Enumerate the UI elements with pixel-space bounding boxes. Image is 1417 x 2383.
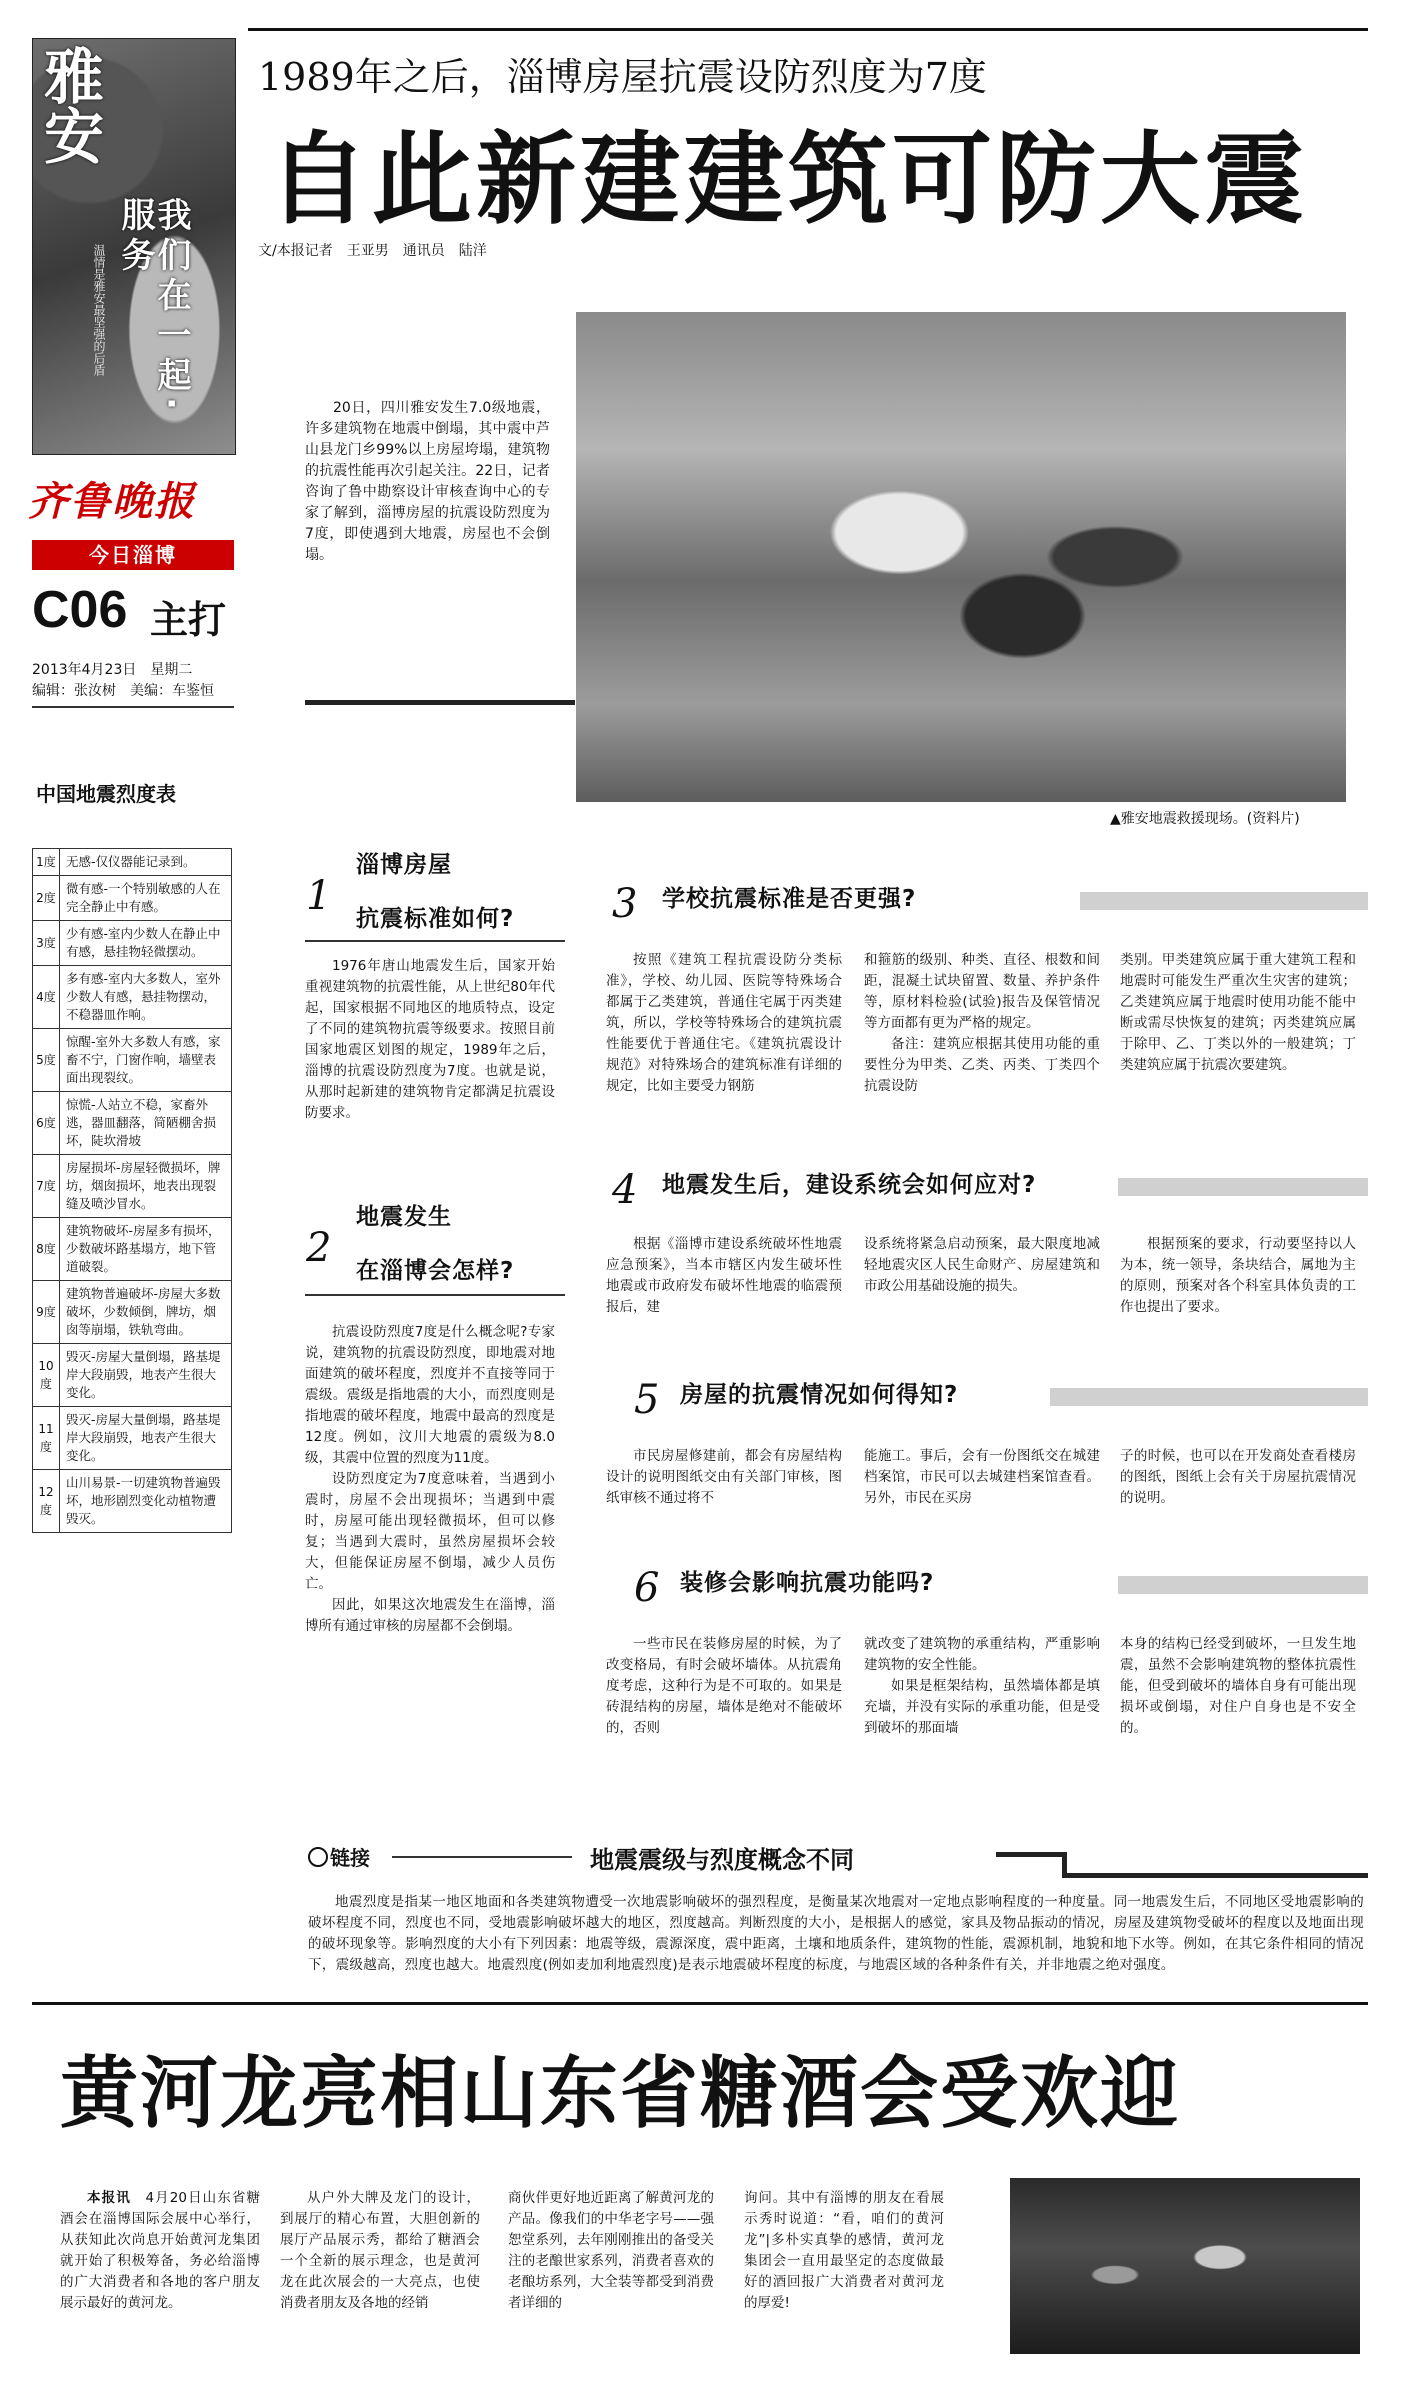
q3-number: 3 [612, 881, 638, 927]
headline-title: 自此新建建筑可防大震 [268, 121, 1308, 238]
q2-rule [305, 1294, 565, 1296]
q3-col1 [606, 950, 842, 1097]
logo-big-text: 雅安 [34, 45, 104, 165]
q4-col1-text: 根据《淄博市建设系统破坏性地震应急预案》，当本市辖区内发生破坏性地震或市政府发布破坏性地震的临震预报后，建 [606, 1236, 842, 1315]
paper-name: 齐鲁晚报 [28, 478, 196, 525]
q3-col3 [1120, 950, 1356, 1076]
q5-col3 [1120, 1446, 1356, 1509]
link-rule-right-a [996, 1852, 1066, 1857]
page-code: C06 [32, 581, 128, 639]
intensity-description: 毁灭-房屋大量倒塌，路基堤岸大段崩毁，地表产生很大变化。 [60, 1407, 232, 1470]
intensity-description: 惊醒-室外大多数人有感，家畜不宁，门窗作响，墙壁表面出现裂纹。 [60, 1029, 232, 1092]
date: 2013年4月23日 [32, 662, 137, 678]
intensity-row [33, 1407, 232, 1470]
intensity-row [33, 1470, 232, 1533]
intensity-description: 毁灭-房屋大量倒塌，路基堤岸大段崩毁，地表产生很大变化。 [60, 1344, 232, 1407]
q3-col2-text-a: 和箍筋的级别、种类、直径、根数和间距，混凝土试块留置、数量、养护条件等，原材料检验(试验)报告及保管情况等方面都有更为严格的规定。 [864, 952, 1100, 1031]
q4-col3-text: 根据预案的要求，行动要坚持以人为本，统一领导，条块结合，属地为主的原则，预案对各个科室具体负责的工作也提出了要求。 [1120, 1236, 1356, 1315]
intensity-description: 微有感-一个特别敏感的人在完全静止中有感。 [60, 876, 232, 921]
q2-paragraph-3: 因此，如果这次地震发生在淄博，淄博所有通过审核的房屋都不会倒塌。 [305, 1597, 555, 1634]
intensity-table [32, 848, 232, 1533]
q6-col3-text: 本身的结构已经受到破坏，一旦发生地震，虽然不会影响建筑物的整体抗震性能，但受到破坏的墙体自身有可能出现损坏或倒塌，对住户自身也是不安全的。 [1120, 1636, 1356, 1736]
q5-title: 房屋的抗震情况如何得知? [680, 1382, 959, 1408]
ad-col1-paragraph [60, 2188, 260, 2314]
q6-col1-text: 一些市民在装修房屋的时候，为了改变格局，有时会破坏墙体。从抗震角度考虑，这种行为是不可取的。如果是砖混结构的房屋，墙体是绝对不能破坏的，否则 [606, 1636, 842, 1736]
intensity-level: 6度 [33, 1092, 60, 1155]
q2-paragraph-1: 抗震设防烈度7度是什么概念呢?专家说，建筑物的抗震设防烈度，即地震对地面建筑的破坏程度，烈度并不直接等同于震级。震级是指地震的大小，而烈度则是指地震的破坏程度，地震中最高的烈度是12度。例如，汶川大地震的震级为8.0级，其震中位置的烈度为11度。 [305, 1324, 555, 1466]
q6-col2-text-b: 如果是框架结构，虽然墙体都是填充墙，并没有实际的承重功能，但是受到破坏的那面墙 [864, 1678, 1100, 1736]
intensity-row [33, 921, 232, 966]
intensity-description: 山川易景-一切建筑物普遍毁坏，地形剧烈变化动植物遭毁灭。 [60, 1470, 232, 1533]
lead-paragraph: 20日，四川雅安发生7.0级地震，许多建筑物在地震中倒塌，其中震中芦山县龙门乡99%以上房屋垮塌，建筑物的抗震性能再次引起关注。22日，记者咨询了鲁中勘察设计审核查询中心的专家了解到，淄博房屋的抗震设防烈度为7度，即使遇到大地震，房屋也不会倒塌。 [305, 400, 550, 563]
q6-gray-bar [1118, 1576, 1368, 1594]
link-body: 地震烈度是指某一地区地面和各类建筑物遭受一次地震影响破坏的强烈程度，是衡量某次地震对一定地点影响程度的一种度量。同一地震发生后，不同地区受地震影响的破坏程度不同，烈度也不同，受地震影响破坏越大的地区，烈度越高。判断烈度的大小，是根据人的感觉，家具及物品振动的情况，房屋及建筑物受破坏的程度以及地面出现的破坏现象等。影响烈度的大小有下列因素：地震等级，震源深度，震中距离，土壤和地质条件，建筑物的性能，震源机制，地貌和地下水等。例如，在其它条件相同的情况下，震级越高，烈度也越大。地震烈度(例如麦加利地震烈度)是表示地震破坏程度的标度，与地震区域的各种条件有关，并非地震之绝对强度。 [308, 1894, 1364, 1973]
byline: 文/本报记者 王亚男 通讯员 陆洋 [258, 243, 487, 259]
intensity-description: 房屋损坏-房屋轻微损坏，牌坊，烟囱损坏，地表出现裂缝及喷沙冒水。 [60, 1155, 232, 1218]
ad-col2-text: 从户外大牌及龙门的设计，到展厅的精心布置，大胆创新的展厅产品展示秀，都给了糖酒会一个全新的展示理念，也是黄河龙在此次展会的一大亮点，也使消费者朋友及各地的经销 [280, 2190, 480, 2311]
logo-caption: 温情是雅安最坚强的后盾 [92, 244, 106, 376]
intensity-level: 8度 [33, 1218, 60, 1281]
link-rule-left [392, 1856, 572, 1858]
intensity-table-grid [32, 848, 232, 1533]
headline-subtitle: 1989年之后，淄博房屋抗震设防烈度为7度 [258, 55, 987, 99]
q1-title-line2: 抗震标准如何? [356, 906, 515, 932]
intensity-description: 无感-仅仪器能记录到。 [60, 849, 232, 876]
q6-title: 装修会影响抗震功能吗? [680, 1570, 935, 1596]
intensity-row [33, 876, 232, 921]
q3-col1-text: 按照《建筑工程抗震设防分类标准》，学校、幼儿园、医院等特殊场合都属于乙类建筑，普通住宅属于丙类建筑，所以，学校等特殊场合的建筑抗震性能要优于普通住宅。《建筑抗震设计规范》对特殊场合的建筑标准有详细的规定，比如主要受力钢筋 [606, 952, 842, 1094]
q4-col2-text: 设系统将紧急启动预案，最大限度地减轻地震灾区人民生命财产、房屋建筑和市政公用基础设施的损失。 [864, 1236, 1100, 1294]
intensity-description: 惊慌-人站立不稳，家畜外逃，器皿翻落，简陋棚舍损坏，陡坎滑坡 [60, 1092, 232, 1155]
link-tag-icon [308, 1847, 328, 1867]
intensity-level: 9度 [33, 1281, 60, 1344]
q4-col2 [864, 1234, 1100, 1297]
ad-top-rule [32, 2002, 1368, 2005]
q6-number: 6 [634, 1565, 660, 1611]
q5-col3-text: 子的时候，也可以在开发商处查看楼房的图纸，图纸上会有关于房屋抗震情况的说明。 [1120, 1448, 1356, 1506]
q1-rule [305, 940, 565, 942]
intensity-description: 多有感-室内大多数人，室外少数人有感，悬挂物摆动，不稳器皿作响。 [60, 966, 232, 1029]
q5-col1-text: 市民房屋修建前，都会有房屋结构设计的说明图纸交由有关部门审核，图纸审核不通过将不 [606, 1448, 842, 1506]
q5-number: 5 [634, 1377, 660, 1423]
intensity-level: 2度 [33, 876, 60, 921]
ad-col4 [744, 2188, 944, 2314]
link-title: 地震震级与烈度概念不同 [590, 1846, 854, 1874]
intensity-row [33, 1281, 232, 1344]
ad-col2 [280, 2188, 480, 2314]
q2-body [305, 1322, 555, 1637]
intensity-table-title: 中国地震烈度表 [36, 782, 176, 806]
intensity-level: 4度 [33, 966, 60, 1029]
q3-col3-text: 类别。甲类建筑应属于重大建筑工程和地震时可能发生严重次生灾害的建筑；乙类建筑应属于地震时使用功能不能中断或需尽快恢复的建筑；丙类建筑应属于除甲、乙、丁类以外的一般建筑；丁类建筑应属于抗震次要建筑。 [1120, 952, 1356, 1073]
intensity-row [33, 1344, 232, 1407]
intensity-description: 建筑物破坏-房屋多有损坏，少数破坏路基塌方，地下管道破裂。 [60, 1218, 232, 1281]
q6-col3 [1120, 1634, 1356, 1739]
intensity-description: 建筑物普遍破坏-房屋大多数破坏，少数倾倒，牌坊，烟囱等崩塌，铁轨弯曲。 [60, 1281, 232, 1344]
link-tag-label: 链接 [330, 1846, 370, 1870]
intensity-row [33, 1092, 232, 1155]
intensity-level: 7度 [33, 1155, 60, 1218]
weekday: 星期二 [150, 662, 193, 678]
q4-title: 地震发生后，建设系统会如何应对? [662, 1172, 1037, 1198]
intensity-row [33, 1155, 232, 1218]
ad-dateline: 本报讯 [87, 2190, 131, 2206]
q6-col2 [864, 1634, 1100, 1739]
intensity-description: 少有感-室内少数人在静止中有感，悬挂物轻微摆动。 [60, 921, 232, 966]
intensity-level: 12度 [33, 1470, 60, 1533]
logo-motto: 我们在一起·服务 [115, 197, 191, 416]
photo-caption: ▲雅安地震救援现场。(资料片) [1110, 811, 1300, 827]
logo-panel [32, 38, 236, 455]
ad-col4-text: 询问。其中有淄博的朋友在看展示秀时说道：“看，咱们的黄河龙”|多朴实真挚的感情，黄河龙集团会一直用最坚定的态度做最好的酒回报广大消费者对黄河龙的厚爱! [744, 2190, 944, 2311]
intensity-level: 10度 [33, 1344, 60, 1407]
q3-col2-text-b: 备注：建筑应根据其使用功能的重要性分为甲类、乙类、丙类、丁类四个抗震设防 [864, 1036, 1100, 1094]
ad-col1 [60, 2188, 260, 2314]
q4-col3 [1120, 1234, 1356, 1318]
intensity-level: 5度 [33, 1029, 60, 1092]
q3-gray-bar [1080, 892, 1368, 910]
q2-title-line2: 在淄博会怎样? [356, 1258, 515, 1284]
page-label: 主打 [150, 598, 227, 642]
q2-number: 2 [306, 1225, 332, 1271]
q3-col2 [864, 950, 1100, 1097]
q1-title-line1: 淄博房屋 [356, 852, 452, 878]
intensity-row [33, 966, 232, 1029]
editors: 编辑：张汝树 美编：车鉴恒 [32, 683, 214, 699]
ad-col1-text: 4月20日山东省糖酒会在淄博国际会展中心举行，从获知此次尚息开始黄河龙集团就开始了积极筹备，务必给淄博的广大消费者和各地的客户朋友展示最好的黄河龙。 [60, 2190, 261, 2311]
q2-title-line1: 地震发生 [356, 1204, 452, 1230]
q4-gray-bar [1118, 1178, 1368, 1196]
section-name: 今日淄博 [89, 543, 177, 567]
ad-col3-text: 商伙伴更好地近距离了解黄河龙的产品。像我们的中华老字号——强恕堂系列，去年刚刚推出的备受关注的老酿世家系列，消费者喜欢的老酿坊系列，大全装等都受到消费者详细的 [508, 2190, 714, 2311]
ad-col3 [508, 2188, 714, 2314]
link-tag [308, 1842, 370, 1871]
intensity-row [33, 1218, 232, 1281]
intensity-row [33, 1029, 232, 1092]
link-rule-right-c [1062, 1873, 1368, 1878]
q5-gray-bar [1050, 1388, 1368, 1406]
date-line [32, 660, 192, 680]
top-rule [248, 28, 1368, 31]
q3-title: 学校抗震标准是否更强? [662, 886, 917, 912]
q6-col1 [606, 1634, 842, 1739]
q5-col2-text: 能施工。事后，会有一份图纸交在城建档案馆，市民可以去城建档案馆查看。另外，市民在买房 [864, 1448, 1100, 1506]
expo-photo [1010, 2178, 1360, 2354]
q2-paragraph-2: 设防烈度定为7度意味着，当遇到小震时，房屋不会出现损坏；当遇到中震时，房屋可能出现轻微损坏，但可以修复；当遇到大震时，虽然房屋损坏会较大，但能保证房屋不倒塌，减少人员伤亡。 [305, 1471, 555, 1592]
q5-col1 [606, 1446, 842, 1509]
intensity-level: 11度 [33, 1407, 60, 1470]
q1-number: 1 [306, 873, 332, 919]
q4-number: 4 [612, 1167, 638, 1213]
rescue-photo [576, 312, 1346, 802]
q1-body [305, 956, 555, 1124]
ad-title: 黄河龙亮相山东省糖酒会受欢迎 [60, 2049, 1181, 2139]
masthead-rule [32, 706, 234, 708]
lead-rule [305, 700, 575, 705]
q4-col1 [606, 1234, 842, 1318]
intensity-level: 3度 [33, 921, 60, 966]
intensity-row [33, 849, 232, 876]
intensity-level: 1度 [33, 849, 60, 876]
q5-col2 [864, 1446, 1100, 1509]
q1-paragraph: 1976年唐山地震发生后，国家开始重视建筑物的抗震性能，从上世纪80年代起，国家根据不同地区的地质特点，设定了不同的建筑物抗震等级要求。按照目前国家地震区划图的规定，1989年之后，淄博的抗震设防烈度为7度。也就是说，从那时起新建的建筑物肯定都满足抗震设防要求。 [305, 958, 555, 1121]
q6-col2-text-a: 就改变了建筑物的承重结构，严重影响建筑物的安全性能。 [864, 1636, 1100, 1673]
